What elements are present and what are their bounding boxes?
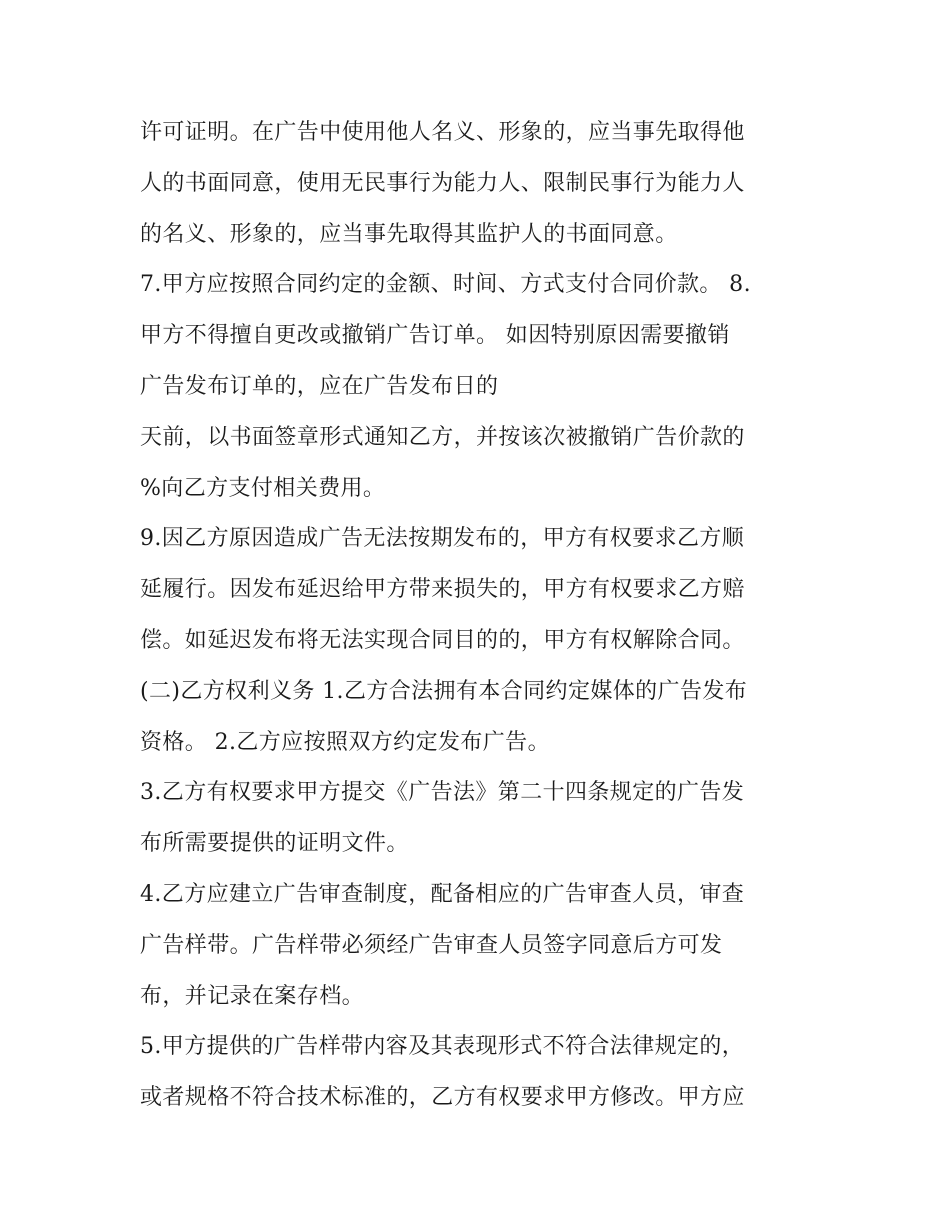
contract-text-block — [140, 108, 820, 1124]
text-line: 资格。 2.乙方应按照双方约定发布广告。 — [140, 729, 550, 755]
text-line: (二)乙方权利义务 1.乙方合法拥有本合同约定媒体的广告发布 — [140, 678, 748, 704]
text-line: 4.乙方应建立广告审查制度，配备相应的广告审查人员，审查 — [140, 881, 745, 907]
text-line: 布，并记录在案存档。 — [140, 983, 365, 1009]
text-line: 的名义、形象的，应当事先取得其监护人的书面同意。 — [140, 221, 678, 247]
text-line: 天前，以书面签章形式通知乙方，并按该次被撤销广告价款的 — [140, 424, 745, 450]
text-line: 广告发布订单的，应在广告发布日的 — [140, 373, 499, 399]
text-line: %向乙方支付相关费用。 — [140, 475, 386, 501]
text-line: 9.因乙方原因造成广告无法按期发布的，甲方有权要求乙方顺 — [140, 526, 745, 552]
text-line: 延履行。因发布延迟给甲方带来损失的，甲方有权要求乙方赔 — [140, 577, 745, 603]
text-line: 广告样带。广告样带必须经广告审查人员签字同意后方可发 — [140, 932, 723, 958]
text-line: 布所需要提供的证明文件。 — [140, 831, 409, 857]
text-line: 人的书面同意，使用无民事行为能力人、限制民事行为能力人 — [140, 170, 745, 196]
text-line: 3.乙方有权要求甲方提交《广告法》第二十四条规定的广告发 — [140, 780, 745, 806]
text-line: 7.甲方应按照合同约定的金额、时间、方式支付合同价款。 8. — [140, 272, 751, 298]
text-line: 或者规格不符合技术标准的，乙方有权要求甲方修改。甲方应 — [140, 1085, 745, 1111]
text-line: 偿。如延迟发布将无法实现合同目的的，甲方有权解除合同。 — [140, 627, 745, 653]
text-line: 5.甲方提供的广告样带内容及其表现形式不符合法律规定的， — [140, 1034, 745, 1060]
text-line: 甲方不得擅自更改或撤销广告订单。 如因特别原因需要撤销 — [140, 323, 730, 349]
text-line: 许可证明。在广告中使用他人名义、形象的，应当事先取得他 — [140, 120, 745, 145]
